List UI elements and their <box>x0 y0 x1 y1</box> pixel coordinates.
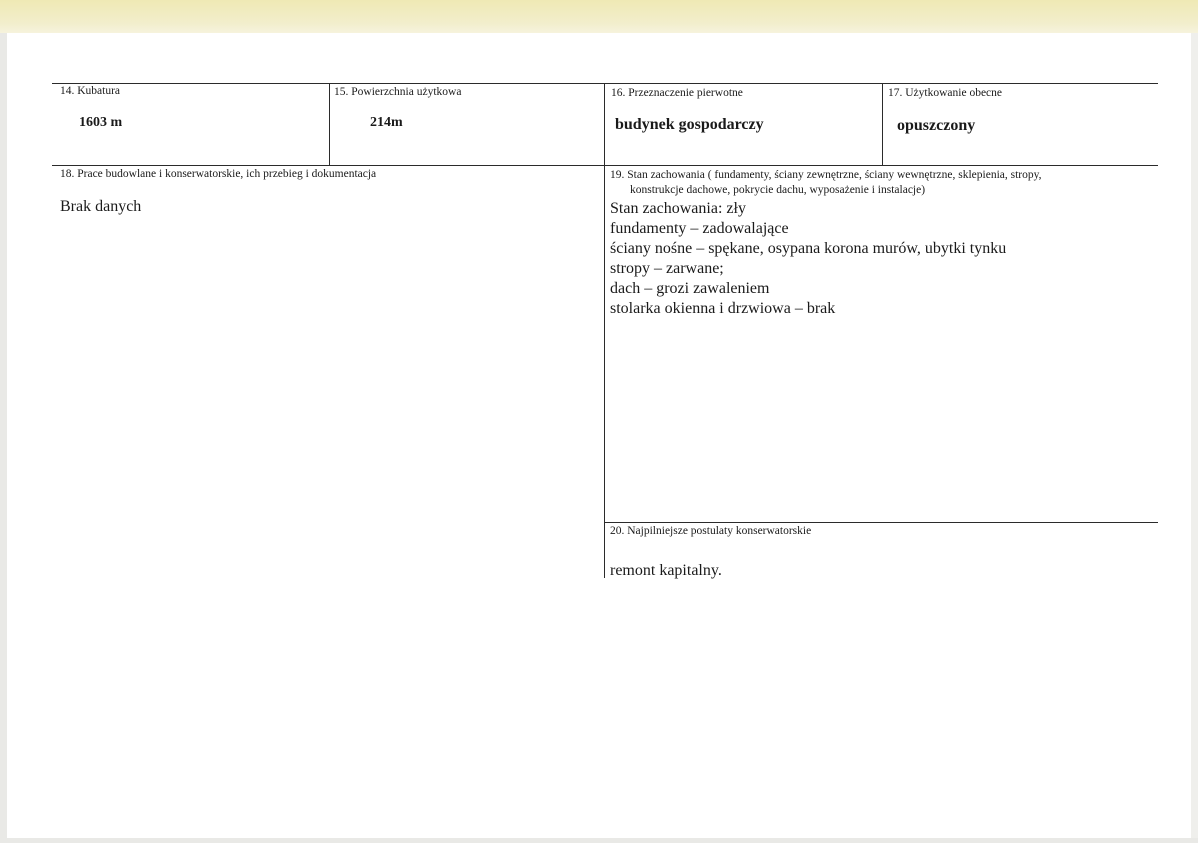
row1-top-border <box>52 83 1158 84</box>
field-label-line2: konstrukcje dachowe, pokrycie dachu, wyposażenie i instalacje) <box>630 184 926 196</box>
field-label: 17. Użytkowanie obecne <box>888 87 1003 99</box>
row1-bottom-border <box>52 165 1158 166</box>
field-label: 20. Najpilniejsze postulaty konserwatorskie <box>610 525 812 537</box>
field-value: 1603 m <box>79 115 123 130</box>
condition-line: ściany nośne – spękane, osypana korona murów, ubytki tynku <box>610 240 1007 257</box>
field-value: remont kapitalny. <box>610 562 722 579</box>
col-divider-center <box>604 83 605 578</box>
field-label: 16. Przeznaczenie pierwotne <box>611 87 743 99</box>
scan-left-edge <box>0 33 7 843</box>
condition-line: Stan zachowania: zły <box>610 200 746 217</box>
col-divider-1 <box>329 83 330 165</box>
field-value: budynek gospodarczy <box>615 116 764 133</box>
condition-line: fundamenty – zadowalające <box>610 220 789 237</box>
condition-line: stropy – zarwane; <box>610 260 724 277</box>
condition-line: dach – grozi zawaleniem <box>610 280 770 297</box>
field-value: Brak danych <box>60 198 142 215</box>
scan-top-band <box>0 0 1198 33</box>
field-label: 15. Powierzchnia użytkowa <box>334 86 462 98</box>
field-label: 18. Prace budowlane i konserwatorskie, ich przebieg i dokumentacja <box>60 168 377 180</box>
field-label: 14. Kubatura <box>60 85 121 97</box>
field-value: 214m <box>370 115 403 130</box>
scan-right-edge <box>1191 33 1198 843</box>
field-value: opuszczony <box>897 117 976 134</box>
field-label-line1: 19. Stan zachowania ( fundamenty, ściany zewnętrzne, ściany wewnętrzne, sklepienia, stropy, <box>610 169 1042 181</box>
col-divider-3 <box>882 83 883 165</box>
condition-line: stolarka okienna i drzwiowa – brak <box>610 300 836 317</box>
scan-bottom-edge <box>0 838 1198 843</box>
section20-top-border <box>604 522 1158 523</box>
